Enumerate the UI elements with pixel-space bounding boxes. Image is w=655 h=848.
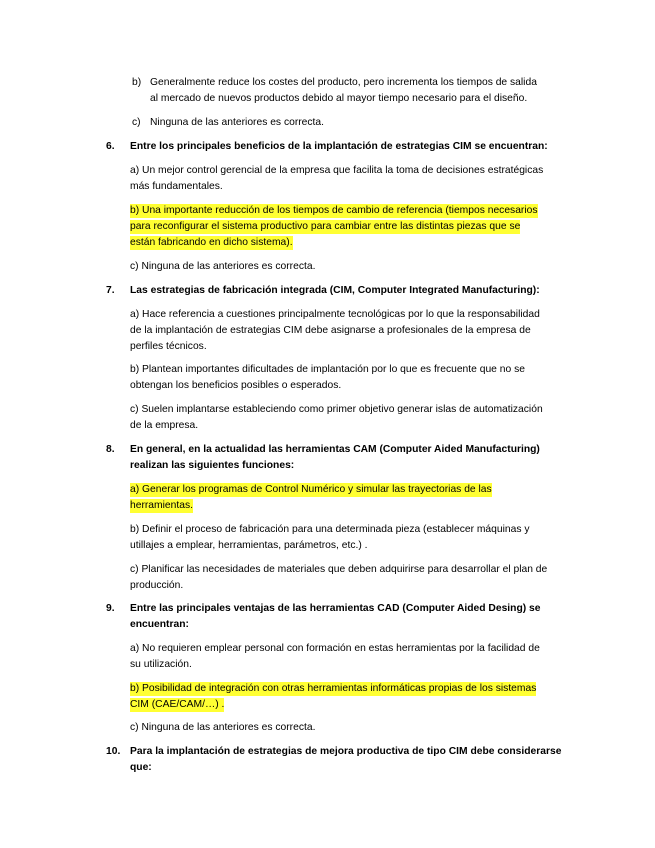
option-text: c) Ninguna de las anteriores es correcta. [130,261,316,272]
option-text: a) Un mejor control gerencial de la empresa que facilita la toma de decisiones estratégicas [130,165,544,176]
option-text: a) No requieren emplear personal con formación en estas herramientas por la facilidad de [130,643,540,654]
option-text: b) Definir el proceso de fabricación para una determinada pieza (establecer máquinas y [130,524,530,535]
option-text-highlighted: CIM (CAE/CAM/…) . [130,699,225,710]
option-text: utillajes a emplear, herramientas, parámetros, etc.) . [130,540,368,551]
option-text: al mercado de nuevos productos debido al mayor tiempo necesario para el diseño. [150,93,528,104]
question-text: encuentran: [130,619,189,630]
option-text: obtengan los beneficios posibles o esperados. [130,380,342,391]
option-text: de la empresa. [130,420,199,431]
option-text: su utilización. [130,659,192,670]
question-text: Entre las principales ventajas de las herramientas CAD (Computer Aided Desing) se [130,603,541,614]
question-number: 7. [106,285,115,296]
option-text-highlighted: b) Una importante reducción de los tiempos de cambio de referencia (tiempos necesarios [130,205,538,216]
question-number: 10. [106,746,121,757]
option-text: Ninguna de las anteriores es correcta. [150,117,324,128]
option-text: c) Planificar las necesidades de materiales que deben adquirirse para desarrollar el plan de [130,564,548,575]
option-text: c) Ninguna de las anteriores es correcta. [130,722,316,733]
option-text: perfiles técnicos. [130,341,207,352]
option-letter: b) [132,77,142,88]
option-text: c) Suelen implantarse estableciendo como primer objetivo generar islas de automatización [130,404,543,415]
option-text-highlighted: para reconfigurar el sistema productivo para cambiar entre las distintas piezas que se [130,221,521,232]
option-text-highlighted: a) Generar los programas de Control Numérico y simular las trayectorias de las [130,484,492,495]
question-number: 6. [106,141,115,152]
question-text: En general, en la actualidad las herramientas CAM (Computer Aided Manufacturing) [130,444,540,455]
option-letter: c) [132,117,141,128]
option-text-highlighted: b) Posibilidad de integración con otras herramientas informáticas propias de los sistemas [130,683,537,694]
option-text: producción. [130,580,184,591]
option-text-highlighted: están fabricando en dicho sistema). [130,237,293,248]
question-text: Entre los principales beneficios de la implantación de estrategias CIM se encuentran: [130,141,548,152]
option-text: más fundamentales. [130,181,223,192]
question-text: Para la implantación de estrategias de mejora productiva de tipo CIM debe considerarse [130,746,562,757]
option-text: b) Plantean importantes dificultades de implantación por lo que es frecuente que no se [130,364,525,375]
question-text: que: [130,762,152,773]
question-number: 8. [106,444,115,455]
question-number: 9. [106,603,115,614]
question-text: Las estrategias de fabricación integrada (CIM, Computer Integrated Manufacturing): [130,285,540,296]
question-text: realizan las siguientes funciones: [130,460,295,471]
option-text-highlighted: herramientas. [130,500,193,511]
option-text: a) Hace referencia a cuestiones principalmente tecnológicas por lo que la responsabilidad [130,309,540,320]
option-text: Generalmente reduce los costes del producto, pero incrementa los tiempos de salida [150,77,537,88]
option-text: de la implantación de estrategias CIM debe asignarse a profesionales de la empresa de [130,325,531,336]
